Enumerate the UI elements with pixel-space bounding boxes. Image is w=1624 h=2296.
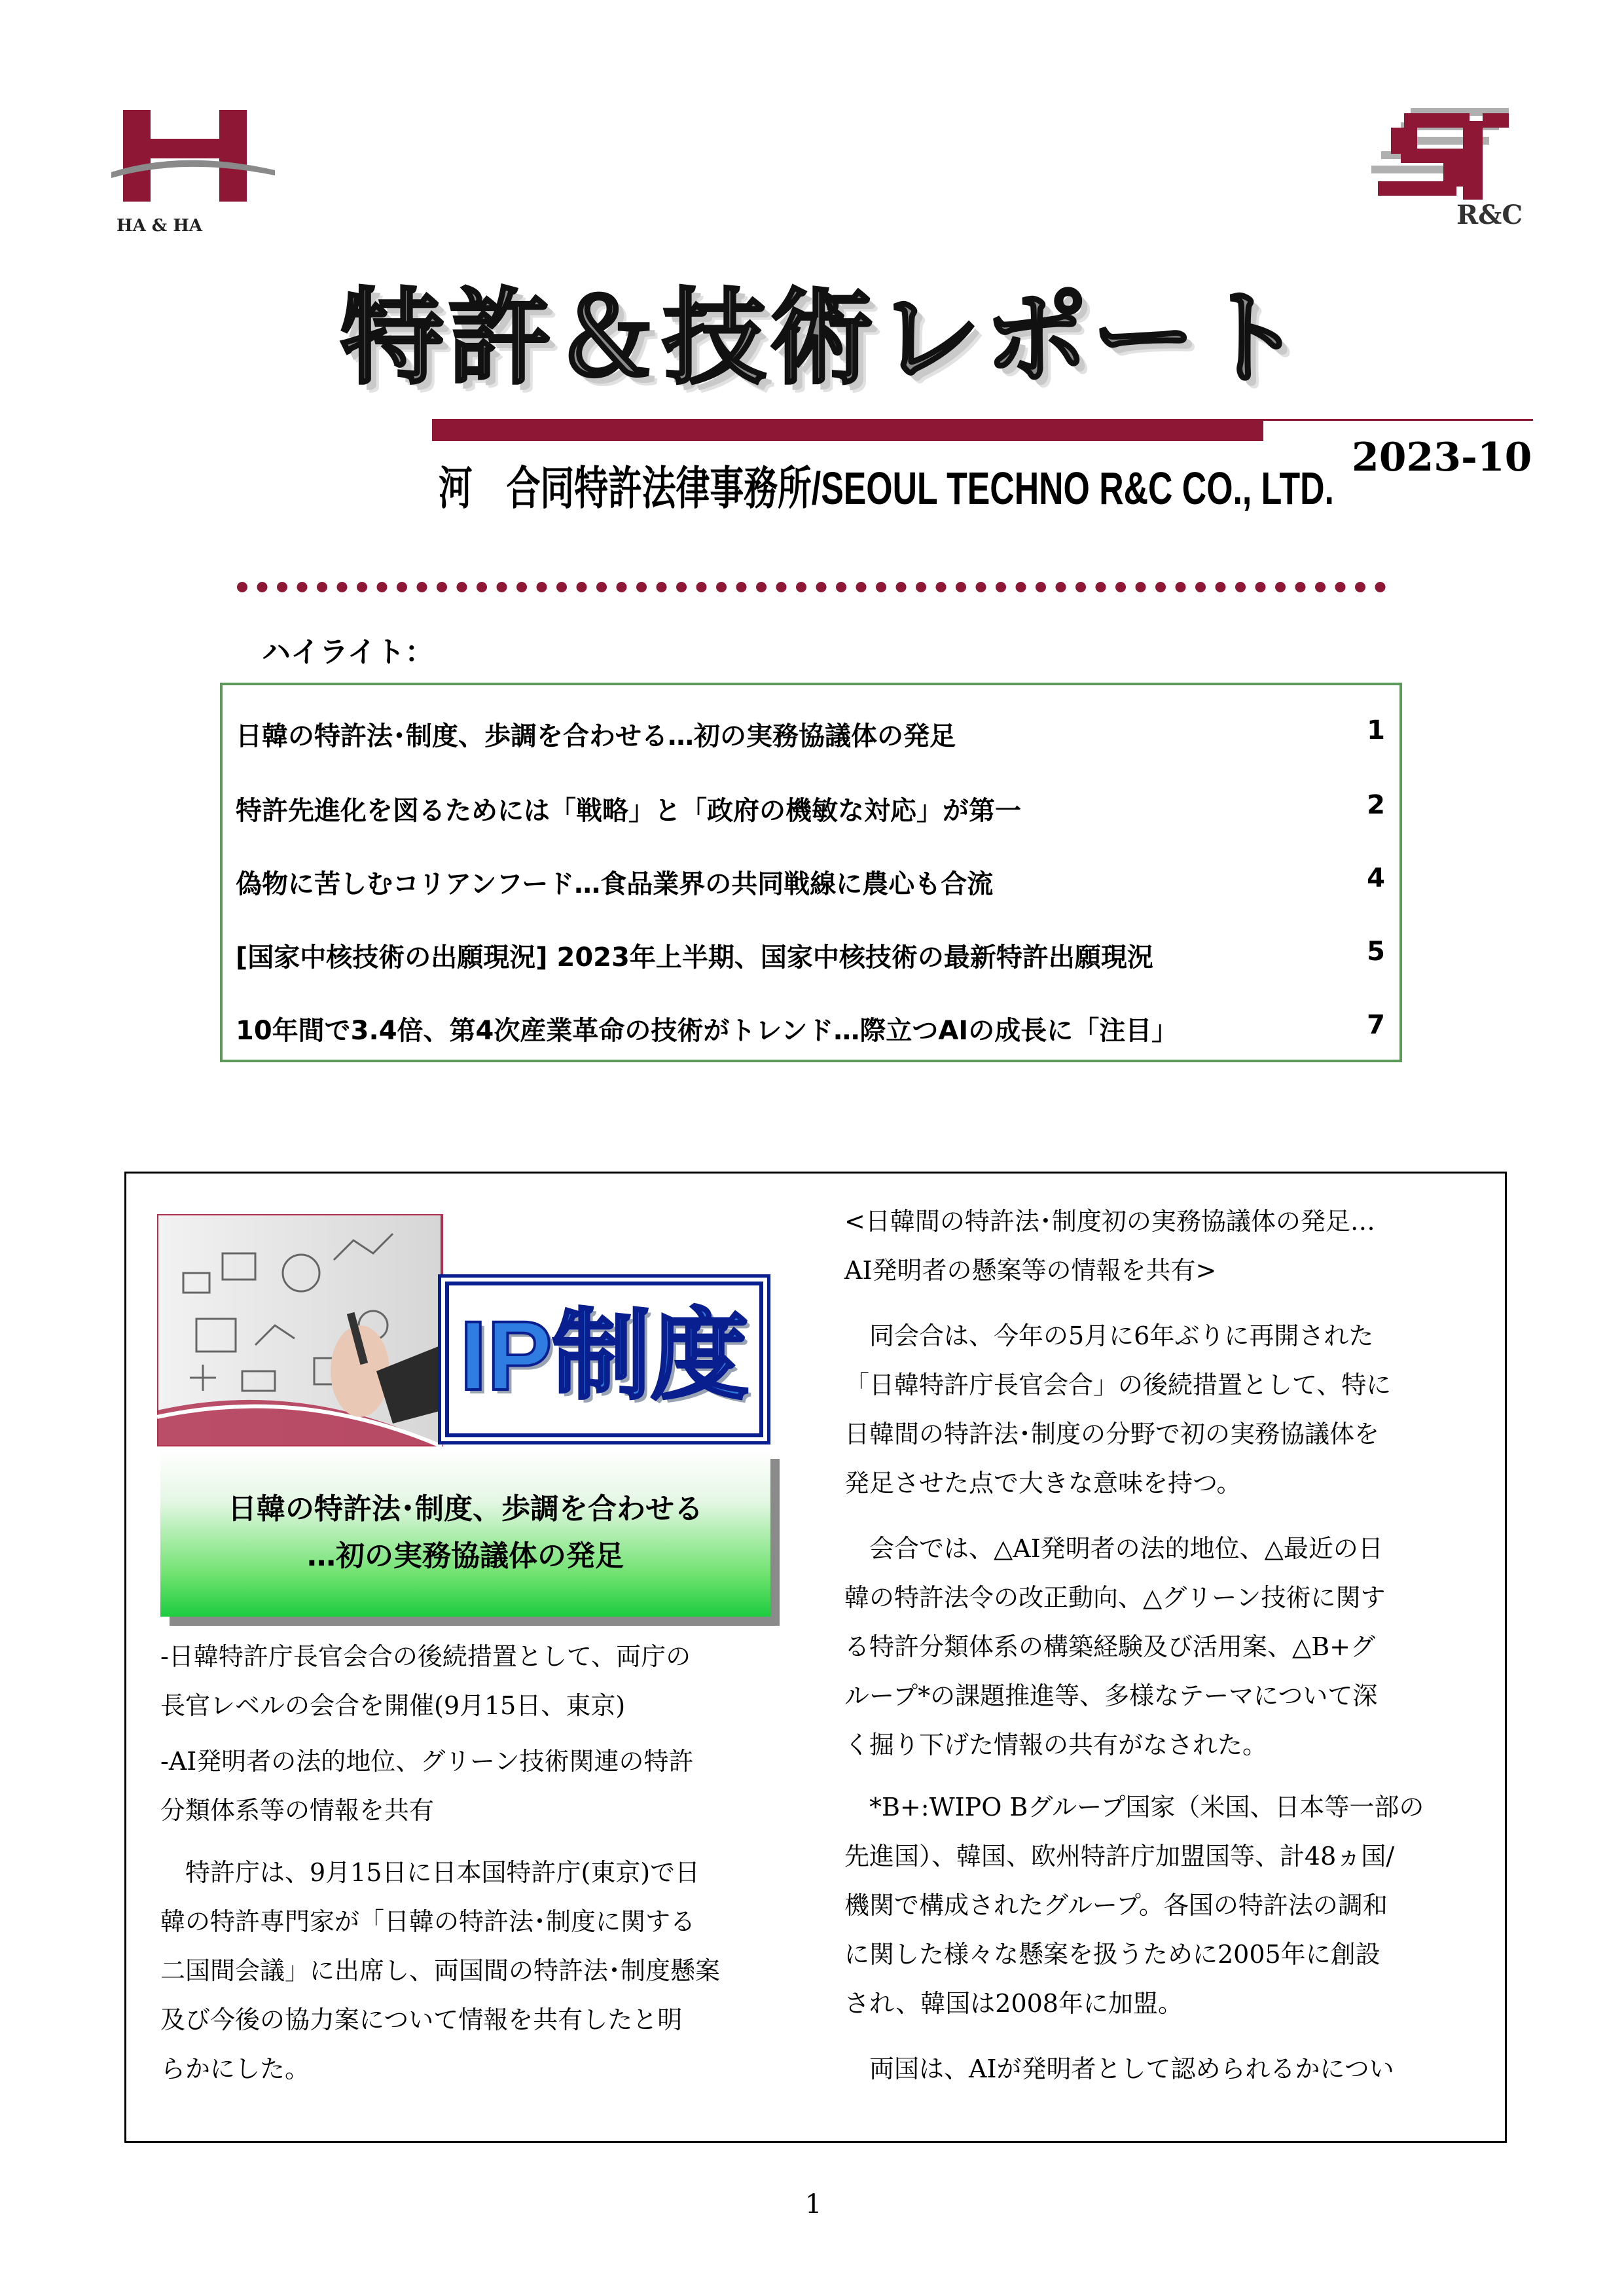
right-logo-caption: R&C	[1456, 200, 1523, 230]
body-text-line: AI発明者の懸案等の情報を共有>	[844, 1256, 1217, 1285]
toc-item-title: 偽物に苦しむコリアンフード…食品業界の共同戦線に農心も合流	[236, 869, 994, 899]
divider-dot	[596, 582, 607, 592]
divider-dot	[636, 582, 647, 592]
divider-dot	[1275, 582, 1286, 592]
divider-dot	[1016, 582, 1026, 592]
highlights-table-of-contents	[220, 683, 1402, 1062]
divider-dot	[1216, 582, 1226, 592]
body-text-line: 日韓間の特許法･制度の分野で初の実務協議体を	[844, 1420, 1380, 1448]
body-text-line: 二国間会議」に出席し、両国間の特許法･制度懸案	[160, 1956, 721, 1985]
body-text-line: に関した様々な懸案を扱うために2005年に創設	[844, 1940, 1380, 1969]
headline-line-1: 日韓の特許法･制度、歩調を合わせる	[228, 1492, 703, 1526]
divider-dot	[936, 582, 947, 592]
body-text-line: 機関で構成されたグループ。各国の特許法の調和	[844, 1891, 1388, 1920]
body-text-line: 発足させた点で大きな意味を持つ。	[844, 1469, 1242, 1498]
divider-dot	[1096, 582, 1106, 592]
divider-dot	[1195, 582, 1206, 592]
divider-dot	[696, 582, 707, 592]
divider-dot	[1255, 582, 1266, 592]
body-text-line: る特許分類体系の構築経験及び活用案、△B+グ	[844, 1632, 1375, 1661]
divider-dot	[736, 582, 747, 592]
divider-dot	[916, 582, 926, 592]
divider-dot	[1335, 582, 1346, 592]
body-text-line: *B+:WIPO Bグループ国家（米国、日本等一部の	[844, 1793, 1424, 1821]
divider-dot	[477, 582, 487, 592]
divider-dot	[816, 582, 827, 592]
article-headline-box	[160, 1450, 770, 1617]
divider-dot	[856, 582, 867, 592]
divider-dot	[1235, 582, 1246, 592]
divider-dot	[497, 582, 507, 592]
divider-dot	[516, 582, 527, 592]
divider-dot	[976, 582, 986, 592]
toc-item-title: 特許先進化を図るためには「戦略」と「政府の機敏な対応」が第一	[236, 796, 1021, 826]
divider-dot	[1036, 582, 1046, 592]
divider-dot	[377, 582, 388, 592]
divider-dot	[337, 582, 348, 592]
body-text-line: 韓の特許法令の改正動向、△グリーン技術に関す	[844, 1583, 1386, 1612]
divider-dot	[896, 582, 907, 592]
divider-dot	[457, 582, 467, 592]
divider-dot	[796, 582, 806, 592]
toc-item[interactable]	[236, 715, 1385, 755]
divider-dot	[876, 582, 886, 592]
divider-dot	[1075, 582, 1086, 592]
page-number: 1	[805, 2189, 822, 2219]
left-logo-caption: HA & HA	[117, 216, 203, 236]
divider-dot	[577, 582, 587, 592]
toc-item-title: [国家中核技術の出願現況] 2023年上半期、国家中核技術の最新特許出願現況	[236, 942, 1153, 973]
body-text-line: -日韓特許庁長官会合の後続措置として、両庁の	[160, 1642, 691, 1671]
ip-badge-label: IP制度	[460, 1300, 749, 1410]
highlights-label: ハイライト：	[262, 636, 434, 669]
title-underline-bar	[432, 419, 1263, 441]
toc-item-page: 1	[1367, 715, 1385, 745]
toc-item-page: 7	[1367, 1010, 1385, 1040]
body-text-line: 「日韓特許庁長官会合」の後続措置として、特に	[844, 1371, 1392, 1399]
divider-dot	[1315, 582, 1326, 592]
divider-dot	[836, 582, 846, 592]
toc-item-title: 10年間で3.4倍、第4次産業革命の技術がトレンド…際立つAIの成長に「注目」	[236, 1016, 1178, 1046]
body-text-line: 両国は、AIが発明者として認められるかについ	[844, 2054, 1394, 2083]
divider-dot	[317, 582, 327, 592]
toc-item-page: 4	[1367, 863, 1385, 893]
divider-dot	[756, 582, 767, 592]
divider-dot	[556, 582, 567, 592]
divider-dot	[1176, 582, 1186, 592]
toc-item[interactable]	[236, 790, 1385, 829]
divider-dot	[657, 582, 667, 592]
divider-dot	[1136, 582, 1146, 592]
toc-item-title: 日韓の特許法･制度、歩調を合わせる…初の実務協議体の発足	[236, 721, 956, 751]
body-text-line: 先進国）、韓国、欧州特許庁加盟国等、計48ヵ国/	[844, 1842, 1395, 1871]
report-title: 特許＆技術レポート	[340, 278, 1307, 399]
body-text-line: らかにした。	[160, 2054, 310, 2083]
toc-item[interactable]	[236, 937, 1385, 976]
ip-system-badge	[445, 1282, 763, 1437]
divider-dot	[437, 582, 447, 592]
body-text-line: -AI発明者の法的地位、グリーン技術関連の特許	[160, 1747, 694, 1776]
body-text-line: <日韓間の特許法･制度初の実務協議体の発足…	[844, 1207, 1375, 1236]
divider-dot	[417, 582, 427, 592]
body-text-line: 同会合は、今年の5月に6年ぶりに再開された	[844, 1321, 1374, 1350]
divider-dot	[716, 582, 727, 592]
divider-dot	[297, 582, 308, 592]
title-underline-thin	[1263, 419, 1533, 421]
divider-dot	[1355, 582, 1365, 592]
divider-dot	[237, 582, 247, 592]
firm-name: 河 合同特許法律事務所/SEOUL TECHNO R&C CO., LTD.	[439, 463, 1334, 514]
divider-dot	[277, 582, 287, 592]
toc-item-page: 5	[1367, 937, 1385, 967]
divider-dot	[357, 582, 367, 592]
body-text-line: 特許庁は、9月15日に日本国特許庁(東京)で日	[160, 1858, 700, 1887]
body-text-line: く掘り下げた情報の共有がなされた。	[844, 1731, 1268, 1759]
body-text-line: 韓の特許専門家が「日韓の特許法･制度に関する	[160, 1907, 696, 1936]
divider-dot	[776, 582, 787, 592]
headline-line-2: …初の実務協議体の発足	[307, 1539, 624, 1573]
divider-dot	[1115, 582, 1126, 592]
divider-dot	[537, 582, 547, 592]
divider-dot	[397, 582, 407, 592]
issue-date: 2023-10	[1352, 435, 1532, 480]
toc-item[interactable]	[236, 1010, 1385, 1049]
body-text-line: ループ*の課題推進等、多様なテーマについて深	[844, 1681, 1378, 1710]
divider-dot	[1056, 582, 1066, 592]
divider-dot	[1155, 582, 1166, 592]
body-text-line: 及び今後の協力案について情報を共有したと明	[160, 2005, 683, 2034]
body-text-line: され、韓国は2008年に加盟。	[844, 1989, 1183, 2018]
dotted-divider	[236, 579, 1388, 595]
toc-item-page: 2	[1367, 790, 1385, 820]
toc-item[interactable]	[236, 863, 1385, 903]
divider-dot	[1295, 582, 1306, 592]
divider-dot	[996, 582, 1006, 592]
body-text-line: 分類体系等の情報を共有	[160, 1796, 435, 1825]
divider-dot	[956, 582, 966, 592]
divider-dot	[1375, 582, 1386, 592]
body-text-line: 長官レベルの会合を開催(9月15日、東京)	[160, 1691, 626, 1720]
divider-dot	[676, 582, 687, 592]
body-text-line: 会合では、△AI発明者の法的地位、△最近の日	[844, 1534, 1383, 1563]
divider-dot	[257, 582, 268, 592]
divider-dot	[617, 582, 627, 592]
